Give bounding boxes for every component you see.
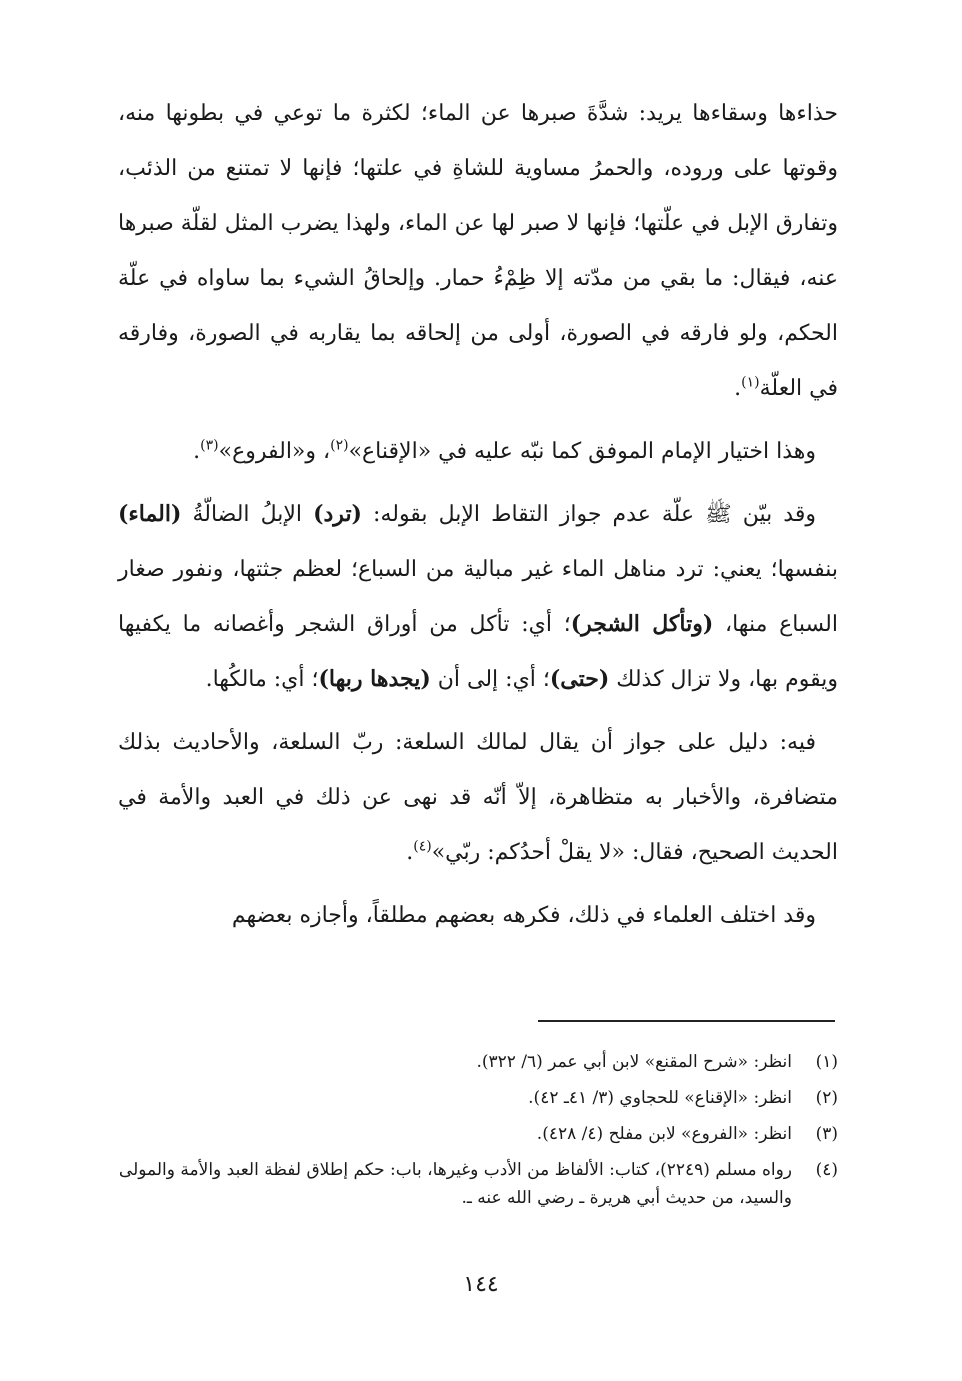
paragraph-p1 bbox=[118, 86, 838, 416]
hadith-quote: (حتى) bbox=[549, 666, 610, 692]
footnote bbox=[118, 1120, 838, 1148]
footnote-text: انظر: «شرح المقنع» لابن أبي عمر (٦/ ٣٢٢). bbox=[476, 1052, 792, 1072]
text-run: . bbox=[193, 439, 201, 464]
hadith-quote: (وتأكل الشجر) bbox=[570, 611, 714, 637]
hadith-quote: (الماء) bbox=[118, 501, 182, 527]
main-text bbox=[118, 86, 838, 943]
text-run: وقد اختلف العلماء في ذلك، فكرهه بعضهم مطلقاً، وأجازه بعضهم bbox=[231, 903, 816, 928]
footnote-number: (٣) bbox=[815, 1124, 838, 1144]
footnote-ref[interactable]: (٢) bbox=[330, 437, 349, 454]
text-run: . bbox=[734, 376, 742, 401]
paragraph-p4 bbox=[118, 715, 838, 880]
text-run: ، و«الفروع» bbox=[218, 439, 331, 464]
footnote-number: (٢) bbox=[815, 1088, 838, 1108]
footnote-ref[interactable]: (٣) bbox=[200, 437, 219, 454]
page-number: ١٤٤ bbox=[463, 1272, 499, 1297]
text-run: وقد بيّن ﷺ علّة عدم جواز التقاط الإبل بقوله: bbox=[361, 502, 816, 527]
hadith-quote: (ترد) bbox=[313, 501, 362, 527]
paragraph-p5 bbox=[118, 888, 838, 943]
text-run: ؛ أي: تأكل من أوراق الشجر وأغصانه ما يكفيها ويقوم بها، ولا تزال كذلك bbox=[118, 612, 838, 692]
footnote-number: (١) bbox=[815, 1052, 838, 1072]
text-run: حذاءها وسقاءها يريد: شدَّةَ صبرها عن الماء؛ لكثرة ما توعي في بطونها منه، وقوتها على وروده، والحمرُ مساوية للشاةِ في علتها؛ فإنها لا تمتنع من الذئب، وتفارق الإبل في علّتها؛ فإنها لا صبر لها عن الماء، ولهذا يضرب المثل لقلّة صبرها عنه، فيقال: ما بقي من مدّته إلا ظِمْءُ حمار. وإلحاقُ الشيء بما ساواه في علّة الحكم، ولو فارقه في الصورة، أولى من إلحاقه بما يقاربه في الصورة، وفارقه في العلّة bbox=[118, 101, 838, 401]
footnote-separator bbox=[538, 1020, 835, 1022]
footnote bbox=[118, 1084, 838, 1112]
text-run: وهذا اختيار الإمام الموفق كما نبّه عليه في «الإقناع» bbox=[348, 439, 816, 464]
footnote-text: انظر: «الإقناع» للحجاوي (٣/ ٤١ـ ٤٢). bbox=[528, 1088, 792, 1108]
paragraph-p2 bbox=[118, 424, 838, 479]
text-run: ؛ أي: إلى أن bbox=[430, 667, 550, 692]
footnote-ref[interactable]: (١) bbox=[741, 374, 760, 391]
footnote bbox=[118, 1048, 838, 1076]
text-run: ؛ أي: مالكُها. bbox=[205, 667, 319, 692]
hadith-quote: (يجدها ربها) bbox=[318, 666, 431, 692]
footnote-ref[interactable]: (٤) bbox=[413, 838, 432, 855]
text-run: فيه: دليل على جواز أن يقال لمالك السلعة: ربّ السلعة، والأحاديث بذلك متضافرة، والأخبار به متظاهرة، إلاّ أنّه قد نهى عن ذلك في العبد والأمة في الحديث الصحيح، فقال: «لا يقلْ أحدُكم: ربّي» bbox=[118, 730, 838, 865]
text-run: الإبلُ الضالّةُ bbox=[181, 502, 314, 527]
footnotes bbox=[118, 1048, 838, 1220]
footnote bbox=[118, 1156, 838, 1212]
footnote-text: انظر: «الفروع» لابن مفلح (٤/ ٤٢٨). bbox=[536, 1124, 792, 1144]
footnote-number: (٤) bbox=[815, 1160, 838, 1180]
paragraph-p3 bbox=[118, 487, 838, 707]
text-run: بنفسها؛ يعني: ترد مناهل الماء غير مبالية من السباع؛ لعظم جثتها، ونفور صغار السباع منها، bbox=[118, 557, 838, 637]
footnote-text: رواه مسلم (٢٢٤٩)، كتاب: الألفاظ من الأدب وغيرها، باب: حكم إطلاق لفظة العبد والأمة والمولى والسيد، من حديث أبي هريرة ـ رضي الله عنه ـ. bbox=[118, 1160, 792, 1208]
text-run: . bbox=[406, 840, 414, 865]
